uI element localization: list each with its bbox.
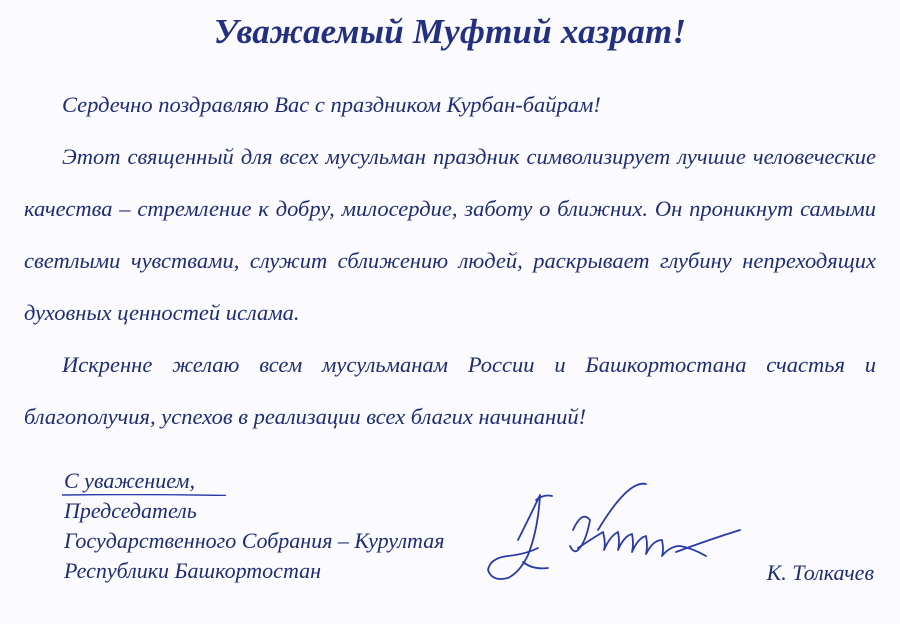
salutation-underline bbox=[62, 494, 226, 496]
paragraph-greeting: Сердечно поздравляю Вас с праздником Курбан-байрам! bbox=[62, 92, 601, 117]
closing-position-line-1: Председатель bbox=[64, 498, 197, 523]
closing-block bbox=[64, 466, 444, 586]
closing-position-line-2: Государственного Собрания – Курултая bbox=[64, 528, 445, 553]
paragraph-wishes: Искренне желаю всем мусульманам России и Башкортостана счастья и благополучия, успехов в реализации всех благих начинаний! bbox=[24, 352, 876, 429]
closing-position-line-3: Республики Башкортостан bbox=[64, 558, 322, 583]
signer-name: К. Толкачев bbox=[766, 560, 874, 585]
closing-salutation: С уважением, bbox=[64, 468, 195, 493]
handwritten-signature bbox=[478, 470, 758, 610]
letter-title: Уважаемый Муфтий хазрат! bbox=[213, 12, 687, 51]
paragraph-body: Этот священный для всех мусульман праздник символизирует лучшие человеческие качества – стремление к добру, милосердие, заботу о ближних. Он проникнут самыми светлыми чувствами, служит сближению людей, раскрывает глубину непреходящих духовных ценностей ислама. bbox=[24, 144, 876, 325]
